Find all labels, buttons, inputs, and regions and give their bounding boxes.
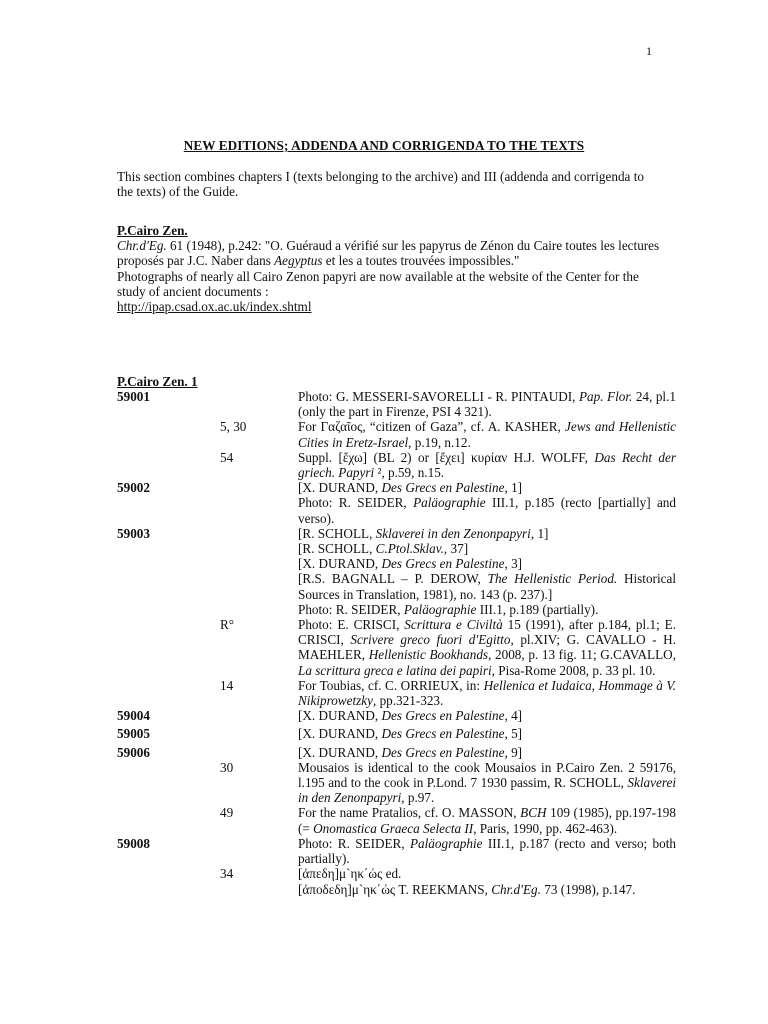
entry-text [298, 745, 676, 760]
text-run: , Paris, 1990, pp. 462-463). [473, 820, 618, 836]
journal-ref: Aegyptus [274, 253, 323, 269]
entry-text [298, 480, 676, 495]
entry-text [298, 541, 676, 556]
italic-title: Das Recht der griech. Papyri [298, 449, 676, 481]
text-run: III.1, p.187 (recto and verso; both partially). [298, 835, 676, 867]
papyrus-number: 59008 [117, 835, 150, 851]
italic-title: Scrittura e Civiltà [404, 617, 503, 633]
italic-title: Des Grecs en Palestine [381, 556, 505, 572]
papyrus-number: 59003 [117, 525, 150, 541]
text-run: , 3] [504, 556, 523, 572]
text-run: For [298, 419, 321, 435]
italic-title: Jews and Hellenistic Cities in Eretz-Israel [298, 419, 677, 450]
text-run: III.1, p.185 (recto [partially] and verso). [298, 495, 676, 526]
line-reference: R° [220, 617, 235, 633]
text-run: Photo: G. MESSERI-SAVORELLI - R. PINTAUDI, [298, 389, 579, 404]
text-run: [X. DURAND, [298, 708, 382, 724]
entry-text [298, 526, 676, 541]
text-run: , 4] [504, 708, 523, 724]
papyrus-number [117, 805, 220, 835]
italic-title: Paläographie [403, 601, 477, 617]
text-run: , p.97. [401, 790, 435, 806]
text-run: [X. DURAND, [298, 744, 382, 760]
line-reference [220, 745, 298, 760]
italic-title: Onomastica Graeca Selecta II [313, 820, 474, 836]
entries-list [117, 389, 677, 897]
italic-title: Des Grecs en Palestine [381, 744, 505, 760]
entry-text [298, 495, 676, 525]
cairo-zen-title: P.Cairo Zen. [117, 223, 188, 238]
papyrus-number [117, 419, 220, 449]
entry-row [117, 556, 677, 571]
website-link[interactable]: http://ipap.csad.ox.ac.uk/index.shtml [117, 299, 312, 315]
line-reference [220, 495, 298, 525]
text-run: Suppl. [ἔχω] (BL 2) or [ἔχει] κυρίαν H.J. WOLFF, [298, 449, 595, 465]
cairo-zen-section [117, 223, 662, 314]
line-reference [220, 602, 298, 617]
entry-text [298, 389, 676, 419]
entry-text [298, 419, 676, 449]
italic-title: BCH [520, 805, 547, 821]
entry-row [117, 805, 677, 835]
text-run: , pl.XIV; G. CAVALLO - H. MAEHLER, [298, 632, 676, 663]
papyrus-number [117, 556, 220, 571]
line-reference [220, 556, 298, 571]
entry-row [117, 745, 677, 760]
papyrus-number [117, 866, 220, 881]
italic-title: La scrittura greca e latina dei papiri [298, 662, 492, 678]
line-reference: 30 [220, 759, 234, 775]
text-run: 73 (1998), p.147. [540, 881, 636, 897]
papyrus-number: 59006 [117, 744, 150, 760]
papyrus-number [117, 617, 220, 678]
line-reference: 34 [220, 866, 234, 882]
text-run: , 1] [530, 525, 549, 541]
text-run: , 2008, p. 13 fig. 11; G.CAVALLO, [488, 647, 676, 663]
entry-row [117, 389, 677, 419]
text-run: [ἀπεδη]μ`ηκ΄ώς ed. [298, 866, 402, 882]
line-reference: 5, 30 [220, 419, 247, 435]
entry-row [117, 708, 677, 723]
entry-row [117, 419, 677, 449]
photographs-note: Photographs of nearly all Cairo Zenon papyri are now available at the website of the Center for the study of ancient documents : [117, 268, 639, 299]
text-run: [X. DURAND, [298, 726, 382, 742]
italic-title: Paläographie [409, 835, 483, 851]
entry-text [298, 571, 676, 601]
entry-row [117, 526, 677, 541]
text-run: [R.S. BAGNALL – P. DEROW, [298, 571, 488, 587]
italic-title: Hellenistic Bookhands [368, 647, 489, 663]
line-reference [220, 836, 298, 866]
entry-text [298, 617, 676, 678]
text-run: [X. DURAND, [298, 556, 382, 572]
papyrus-number [117, 495, 220, 525]
text-run: , pp.321-323. [372, 693, 444, 709]
volume-heading: P.Cairo Zen. 1 [117, 374, 198, 389]
text-run: , 1] [504, 480, 523, 496]
italic-title: Hellenica et Iudaica, Hommage à V. Nikiprowetzky [298, 677, 677, 709]
entry-text [298, 805, 676, 835]
text-run: , 5] [504, 726, 523, 742]
text-run: III.1, p.189 (partially). [476, 601, 599, 617]
entry-row [117, 571, 677, 601]
text-run: [X. DURAND, [298, 480, 382, 496]
entry-row [117, 836, 677, 866]
page-number: 1 [646, 44, 652, 58]
italic-title: Des Grecs en Palestine [381, 726, 505, 742]
text-run: , p.19, n.12. [408, 434, 471, 450]
papyrus-number: 59002 [117, 480, 150, 496]
text-run: [R. SCHOLL, [298, 525, 376, 541]
note-text: et les a toutes trouvées impossibles." [322, 253, 520, 269]
line-reference [220, 526, 298, 541]
text-run: For Toubias, cf. C. ORRIEUX, in: [298, 677, 484, 693]
text-run: [R. SCHOLL, [298, 541, 376, 557]
papyrus-number [117, 571, 220, 601]
entry-row [117, 866, 677, 881]
entry-text [298, 726, 676, 741]
entry-row [117, 760, 677, 806]
intro-paragraph: This section combines chapters I (texts belonging to the archive) and III (addenda and corrigenda to the texts) of the Guide. [117, 169, 644, 200]
papyrus-number: 59004 [117, 708, 150, 724]
text-run: 109 (1985), pp.197-198 (= [298, 805, 676, 836]
papyrus-number [117, 882, 220, 897]
line-reference [220, 882, 298, 897]
text-run: , 9] [504, 744, 523, 760]
text-run: [ἀποδεδη]μ`ηκ΄ώς T. REEKMANS, [298, 881, 492, 897]
italic-title: Pap. Flor. [578, 389, 633, 404]
papyrus-number [117, 541, 220, 556]
note-text: 61 (1948), p.242: "O. Guéraud a vérifié sur les papyrus de Zénon du Caire toutes les lectures proposés par J.C. Naber dans [117, 238, 660, 269]
entry-text [298, 760, 676, 806]
text-run: Photo: R. SEIDER, [298, 601, 404, 617]
entry-row [117, 678, 677, 708]
line-reference: 14 [220, 677, 234, 693]
entry-text [298, 556, 676, 571]
text-run: Photo: R. SEIDER, [298, 835, 410, 851]
line-reference [220, 726, 298, 741]
section-heading: NEW EDITIONS; ADDENDA AND CORRIGENDA TO THE TEXTS [183, 138, 585, 153]
text-run: 15 (1991), after p.184, pl.1; E. CRISCI, [298, 617, 676, 648]
italic-title: C.Ptol.Sklav. [375, 541, 444, 557]
entry-text [298, 678, 676, 708]
italic-title: Des Grecs en Palestine [381, 708, 505, 724]
text-run: Photo: R. SEIDER, [298, 495, 414, 511]
line-reference [220, 708, 298, 723]
line-reference [220, 480, 298, 495]
line-reference [220, 571, 298, 601]
entry-text [298, 836, 676, 866]
entry-row [117, 450, 677, 480]
entry-row [117, 882, 677, 897]
text-run: Historical Sources in Translation, 1981), no. 143 (p. 237).] [298, 571, 676, 602]
italic-title: Scrivere greco fuori d'Egitto [350, 632, 511, 648]
entry-row [117, 617, 677, 678]
papyrus-number [117, 602, 220, 617]
entry-row [117, 480, 677, 495]
text-run: Γαζαῖος [320, 419, 363, 435]
entry-row [117, 726, 677, 741]
text-run: ², p.59, n.15. [374, 465, 445, 481]
italic-title: Paläographie [413, 495, 486, 511]
italic-title: Sklaverei in den Zenonpapyri [375, 525, 531, 541]
italic-title: Sklaverei in den Zenonpapyri [298, 775, 676, 806]
entry-text [298, 450, 676, 480]
entry-text [298, 708, 676, 723]
italic-title: Des Grecs en Palestine [381, 480, 505, 496]
text-run: , 37] [443, 541, 469, 557]
papyrus-number [117, 678, 220, 708]
journal-ref: Chr.d'Eg. [117, 238, 167, 254]
text-run: Photo: E. CRISCI, [298, 617, 405, 633]
text-run: Mousaios is identical to the cook Mousaios in P.Cairo Zen. 2 59176, l.195 and to the cook in P.Lond. 7 1930 passim, R. SCHOLL, [298, 759, 676, 791]
entry-row [117, 602, 677, 617]
entry-text [298, 882, 676, 897]
entry-text [298, 866, 676, 881]
papyrus-number: 59001 [117, 389, 150, 404]
text-run: For the name Pratalios, cf. O. MASSON, [298, 805, 521, 821]
entry-text [298, 602, 676, 617]
text-run: , “citizen of Gaza”, cf. A. KASHER, [362, 419, 566, 435]
papyrus-number [117, 760, 220, 806]
entry-row [117, 541, 677, 556]
text-run: 24, pl.1 (only the part in Firenze, PSI 4 321). [298, 389, 676, 420]
italic-title: The Hellenistic Period. [487, 571, 624, 587]
line-reference [220, 389, 298, 419]
line-reference: 54 [220, 449, 234, 465]
guéraud-note [117, 238, 662, 268]
line-reference [220, 541, 298, 556]
papyrus-number: 59005 [117, 726, 150, 742]
entry-row [117, 495, 677, 525]
text-run: , Pisa-Rome 2008, p. 33 pl. 10. [491, 662, 656, 678]
italic-title: Chr.d'Eg. [491, 881, 541, 897]
papyrus-number [117, 450, 220, 480]
line-reference: 49 [220, 805, 234, 821]
